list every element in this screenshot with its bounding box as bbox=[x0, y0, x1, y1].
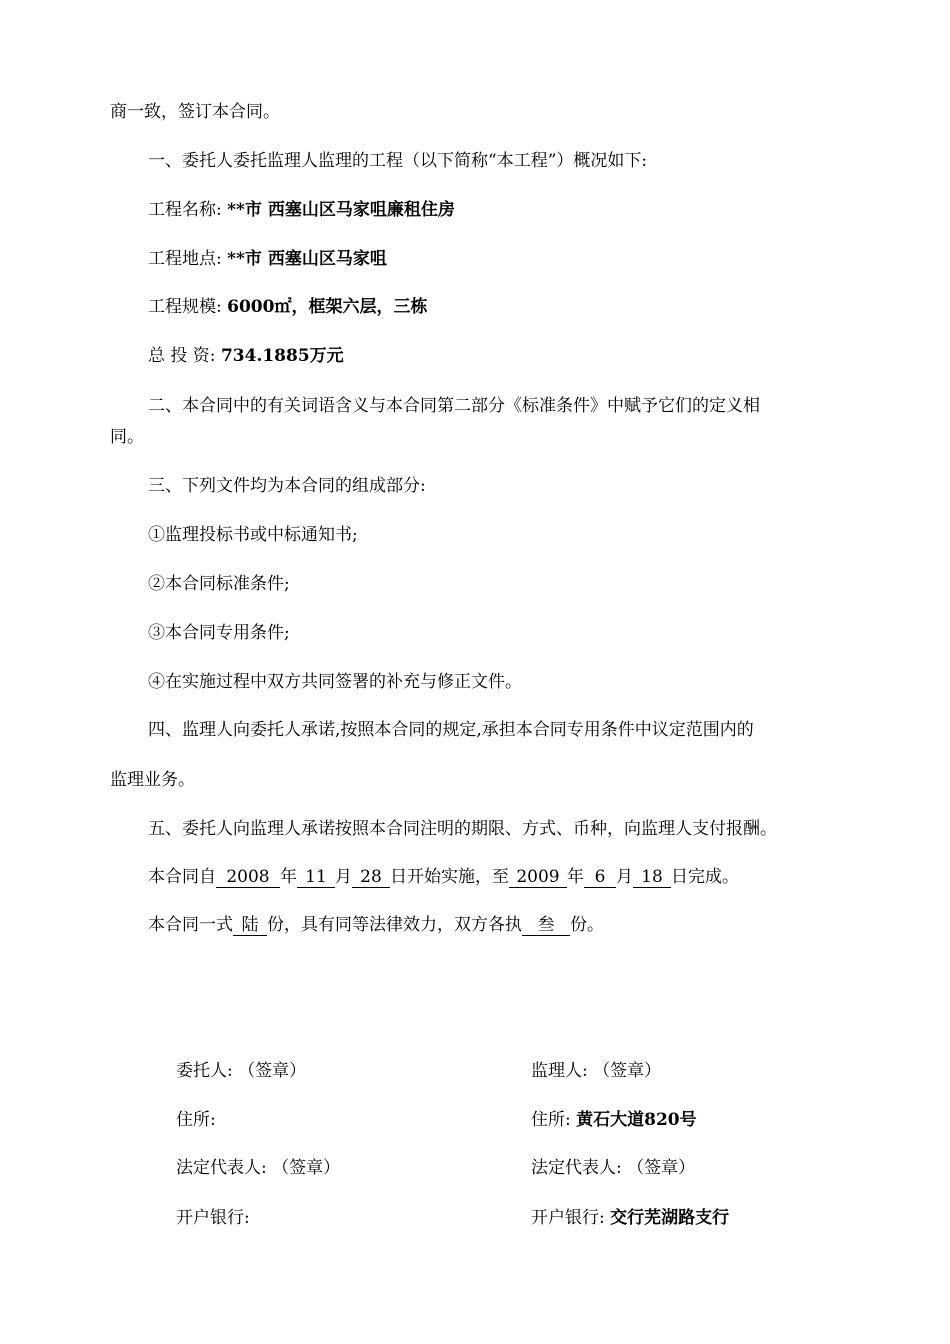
project-investment-value: 734.1885万元 bbox=[220, 346, 344, 366]
period-prefix: 本合同自 bbox=[148, 867, 216, 887]
client-bank-label: 开户银行: bbox=[176, 1208, 250, 1228]
copies-row bbox=[148, 914, 604, 936]
section-2-line-1: 二、本合同中的有关词语含义与本合同第二部分《标准条件》中赋予它们的定义相 bbox=[148, 396, 760, 416]
copies-middle: 份，具有同等法律效力，双方各执 bbox=[267, 915, 522, 935]
start-month: 11 bbox=[297, 867, 335, 888]
end-year-label: 年 bbox=[567, 867, 584, 887]
end-suffix: 日完成。 bbox=[671, 867, 739, 887]
section-1-heading: 一、委托人委托监理人监理的工程（以下简称“本工程”）概况如下: bbox=[148, 151, 648, 171]
client-address-label: 住所: bbox=[176, 1110, 216, 1130]
copies-total: 陆 bbox=[233, 915, 267, 936]
copies-suffix: 份。 bbox=[570, 915, 604, 935]
section-2-line-2: 同。 bbox=[110, 427, 144, 447]
month-label: 月 bbox=[335, 867, 352, 887]
section-5-heading: 五、委托人向监理人承诺按照本合同注明的期限、方式、币种，向监理人支付报酬。 bbox=[148, 819, 777, 839]
project-scale-label: 工程规模: bbox=[148, 297, 222, 317]
copies-each: 叁 bbox=[522, 915, 570, 936]
document-list-item: ③本合同专用条件; bbox=[148, 623, 290, 643]
year-label: 年 bbox=[280, 867, 297, 887]
intro-tail: 商一致，签订本合同。 bbox=[110, 102, 280, 122]
end-year: 2009 bbox=[509, 867, 567, 888]
section-4-line-2: 监理业务。 bbox=[110, 770, 195, 790]
end-day: 18 bbox=[633, 867, 671, 888]
supervisor-bank-label: 开户银行: bbox=[531, 1208, 605, 1228]
supervisor-address-value: 黄石大道820号 bbox=[576, 1110, 697, 1130]
project-location-label: 工程地点: bbox=[148, 249, 222, 269]
section-4-line-1: 四、监理人向委托人承诺,按照本合同的规定,承担本合同专用条件中议定范围内的 bbox=[148, 720, 754, 740]
supervisor-address-row bbox=[531, 1109, 697, 1131]
client-representative: 法定代表人: （签章） bbox=[176, 1158, 341, 1178]
project-scale-row bbox=[148, 296, 427, 318]
project-scale-value: 6000㎡，框架六层，三栋 bbox=[227, 297, 428, 317]
supervisor-address-label: 住所: bbox=[531, 1110, 571, 1130]
project-name-row bbox=[148, 199, 455, 221]
copies-prefix: 本合同一式 bbox=[148, 915, 233, 935]
start-day: 28 bbox=[352, 867, 390, 888]
supervisor-representative: 法定代表人: （签章） bbox=[531, 1158, 696, 1178]
project-name-label: 工程名称: bbox=[148, 200, 222, 220]
project-investment-label: 总 投 资: bbox=[148, 346, 216, 366]
end-month: 6 bbox=[584, 867, 616, 888]
project-investment-row bbox=[148, 345, 344, 367]
supervisor-title: 监理人: （签章） bbox=[531, 1061, 662, 1081]
client-title: 委托人: （签章） bbox=[176, 1061, 307, 1081]
project-location-row bbox=[148, 248, 387, 270]
document-list-item: ②本合同标准条件; bbox=[148, 574, 290, 594]
supervisor-bank-row bbox=[531, 1207, 729, 1229]
start-year: 2008 bbox=[216, 867, 280, 888]
project-location-value: **市 西塞山区马家咀 bbox=[227, 249, 387, 269]
document-list-item: ④在实施过程中双方共同签署的补充与修正文件。 bbox=[148, 672, 522, 692]
section-3-heading: 三、下列文件均为本合同的组成部分: bbox=[148, 476, 426, 496]
supervisor-bank-value: 交行芜湖路支行 bbox=[610, 1208, 730, 1228]
contract-period-row bbox=[148, 866, 739, 888]
start-suffix: 日开始实施，至 bbox=[390, 867, 509, 887]
end-month-label: 月 bbox=[616, 867, 633, 887]
project-name-value: **市 西塞山区马家咀廉租住房 bbox=[227, 200, 455, 220]
document-list-item: ①监理投标书或中标通知书; bbox=[148, 525, 358, 545]
